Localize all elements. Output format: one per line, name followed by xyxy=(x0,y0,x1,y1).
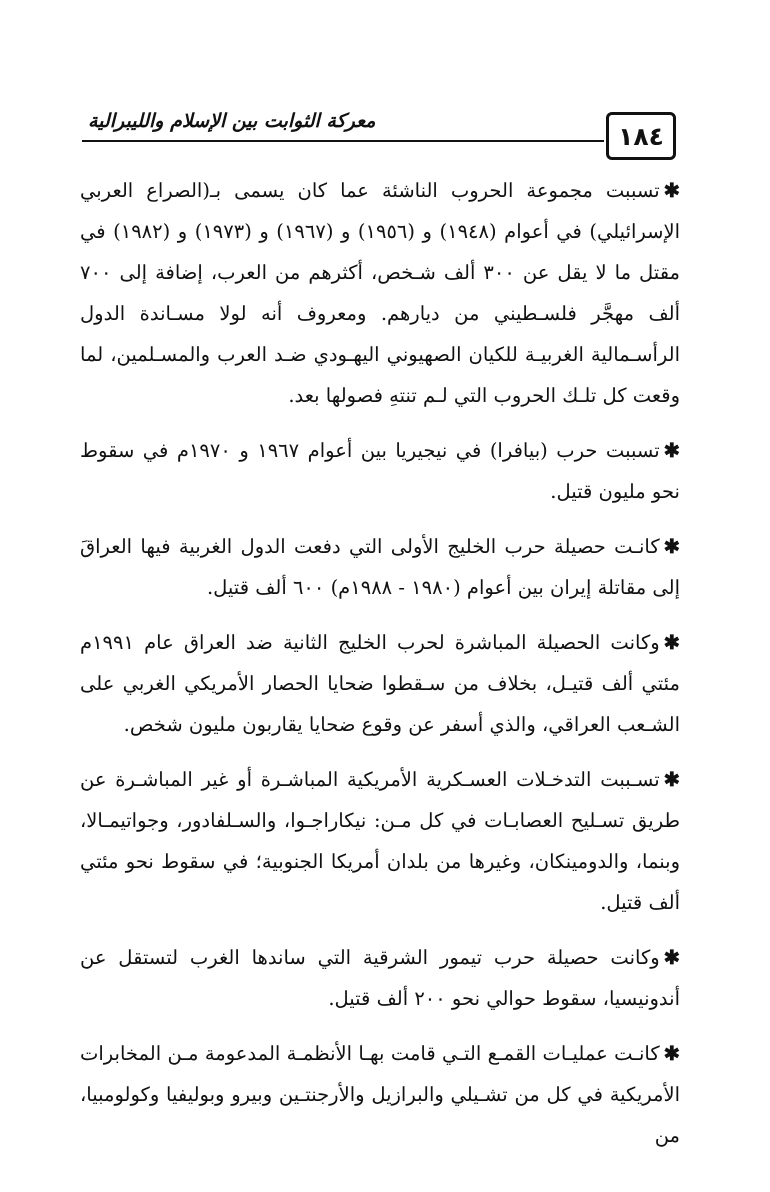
entry-text: وكانت الحصيلة المباشرة لحرب الخليج الثانية ضد العراق عام ١٩٩١م مئتي ألف قتيـل، بخلاف من سـقطوا ضحايا الحصار الأمريكي الغربي على الشـعب العراقي، والذي أسفر عن وقوع ضحايا يقاربون مليون شخص. xyxy=(80,631,680,736)
entry-text: كانـت عمليـات القمـع التـي قامت بهـا الأنظمـة المدعومة مـن المخابرات الأمريكية في كل من تشـيلي والبرازيل والأرجنتـين وبيرو وبوليفيا وكولومبيا، من xyxy=(80,1042,680,1147)
body-text xyxy=(80,170,680,1170)
entry-text: وكانت حصيلة حرب تيمور الشرقية التي ساندها الغرب لتستقل عن أندونيسيا، سقوط حوالي نحو ٢٠٠ ألف قتيل. xyxy=(80,946,680,1010)
entry-latin-america-interventions xyxy=(80,759,680,923)
entry-text: تسـببت التدخـلات العسـكرية الأمريكية المباشـرة أو غير المباشـرة عن طريق تسـليح العصابـات في كل مـن: نيكاراجـوا، والسـلفادور، وجواتيمـالا، وبنما، والدومينكان، وغيرها من بلدان أمريكا الجنوبية؛ في سقوط نحو مئتي ألف قتيل. xyxy=(80,768,680,914)
asterisk-bullet-icon: ✱ xyxy=(663,439,680,462)
asterisk-bullet-icon: ✱ xyxy=(663,768,680,791)
entry-first-gulf-war xyxy=(80,526,680,608)
entry-second-gulf-war xyxy=(80,622,680,745)
running-header-title: معركة الثوابت بين الإسلام والليبرالية xyxy=(88,110,376,132)
asterisk-bullet-icon: ✱ xyxy=(663,535,680,558)
asterisk-bullet-icon: ✱ xyxy=(663,946,680,969)
entry-text: تسببت مجموعة الحروب الناشئة عما كان يسمى بـ(الصراع العربي الإسرائيلي) في أعوام (١٩٤٨) و (١٩٥٦) و (١٩٦٧) و (١٩٧٣) و (١٩٨٢) في مقتل ما لا يقل عن ٣٠٠ ألف شـخص، أكثرهم من العرب، إضافة إلى ٧٠٠ ألف مهجَّر فلسـطيني من ديارهم. ومعروف أنه لولا مسـاندة الدول الرأسـمالية الغربيـة للكيان الصهيوني اليهـودي ضـد العرب والمسـلمين، لما وقعت كل تلـك الحروب التي لـم تنتهِ فصولها بعد. xyxy=(80,179,681,407)
asterisk-bullet-icon: ✱ xyxy=(663,1042,680,1065)
asterisk-bullet-icon: ✱ xyxy=(663,631,680,654)
entry-text: تسببت حرب (بيافرا) في نيجيريا بين أعوام ١٩٦٧ و ١٩٧٠م في سقوط نحو مليون قتيل. xyxy=(80,439,680,503)
entry-east-timor-war xyxy=(80,937,680,1019)
entry-text: كانـت حصيلة حرب الخليج الأولى التي دفعت الدول الغربية فيها العراقَ إلى مقاتلة إيران بين أعوام (١٩٨٠ - ١٩٨٨م) ٦٠٠ ألف قتيل. xyxy=(80,535,680,599)
entry-arab-israeli-wars xyxy=(80,170,680,416)
entry-biafra-war xyxy=(80,430,680,512)
entry-repression-operations xyxy=(80,1033,680,1156)
page-number: ١٨٤ xyxy=(606,112,676,160)
asterisk-bullet-icon: ✱ xyxy=(663,179,680,202)
header-rule xyxy=(82,140,604,142)
